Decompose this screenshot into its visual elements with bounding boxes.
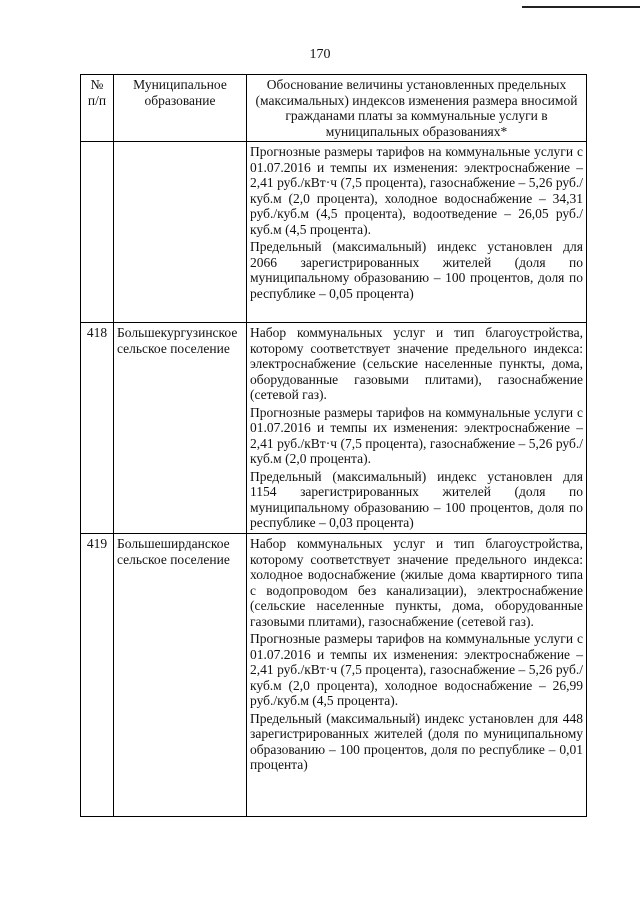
row-municipality [114, 142, 247, 323]
table-row [81, 534, 587, 817]
justification-paragraph: Прогнозные размеры тарифов на коммунальные услуги с 01.07.2016 и темпы их изменения: электроснабжение – 2,41 руб./кВт·ч (7,5 процента), газоснабжение – 5,26 руб./куб.м (2,0 процента), холодное водоснабжение – 26,99 руб./куб.м (4,5 процента). [250, 631, 583, 708]
header-justification: Обоснование величины установленных предельных (максимальных) индексов изменения размера вносимой гражданами платы за коммунальные услуги в муниципальных образованиях* [247, 75, 587, 142]
header-municipality: Муниципальное образование [114, 75, 247, 142]
justification-paragraph: Прогнозные размеры тарифов на коммунальные услуги с 01.07.2016 и темпы их изменения: электроснабжение – 2,41 руб./кВт·ч (7,5 процента), газоснабжение – 5,26 руб./куб.м (2,0 процента), холодное водоснабжение – 34,31 руб./куб.м (4,5 процента), водоотведение – 26,05 руб./куб.м (4,5 процента). [250, 144, 583, 237]
tariff-table [80, 74, 587, 817]
justification-paragraph: Предельный (максимальный) индекс установлен для 448 зарегистрированных жителей (доля по муниципальному образованию – 100 процентов, доля по республике – 0,01 процента) [250, 710, 583, 772]
justification-paragraph: Набор коммунальных услуг и тип благоустройства, которому соответствует значение предельного индекса: холодное водоснабжение (жилые дома квартирного типа с водопроводом без канализации), электроснабжение (сельские населенные пункты, дома, оборудованные газовыми плитами), газоснабжение (сетевой газ). [250, 536, 583, 629]
row-num [81, 142, 114, 323]
justification-paragraph: Набор коммунальных услуг и тип благоустройства, которому соответствует значение предельного индекса: электроснабжение (сельские населенные пункты, дома, оборудованные газовыми плитами), газоснабжение (сетевой газ). [250, 325, 583, 402]
page-number: 170 [309, 47, 331, 62]
row-num: 418 [81, 323, 114, 534]
row-justification [247, 142, 587, 323]
justification-paragraph: Прогнозные размеры тарифов на коммунальные услуги с 01.07.2016 и темпы их изменения: электроснабжение – 2,41 руб./кВт·ч (7,5 процента), газоснабжение – 5,26 руб./куб.м (2,0 процента). [250, 404, 583, 466]
justification-paragraph: Предельный (максимальный) индекс установлен для 1154 зарегистрированных жителей (доля по муниципальному образованию – 100 процентов, доля по республике – 0,03 процента) [250, 468, 583, 530]
justification-paragraph: Предельный (максимальный) индекс установлен для 2066 зарегистрированных жителей (доля по муниципальному образованию – 100 процентов, доля по республике – 0,05 процента) [250, 239, 583, 301]
table-row [81, 323, 587, 534]
row-justification [247, 323, 587, 534]
header-num: № п/п [81, 75, 114, 142]
corner-mark [522, 6, 640, 8]
row-municipality: Большеширданское сельское поселение [114, 534, 247, 817]
table-header-row [81, 75, 587, 142]
row-num: 419 [81, 534, 114, 817]
row-municipality: Большекургузинское сельское поселение [114, 323, 247, 534]
table-row [81, 142, 587, 323]
row-justification [247, 534, 587, 817]
